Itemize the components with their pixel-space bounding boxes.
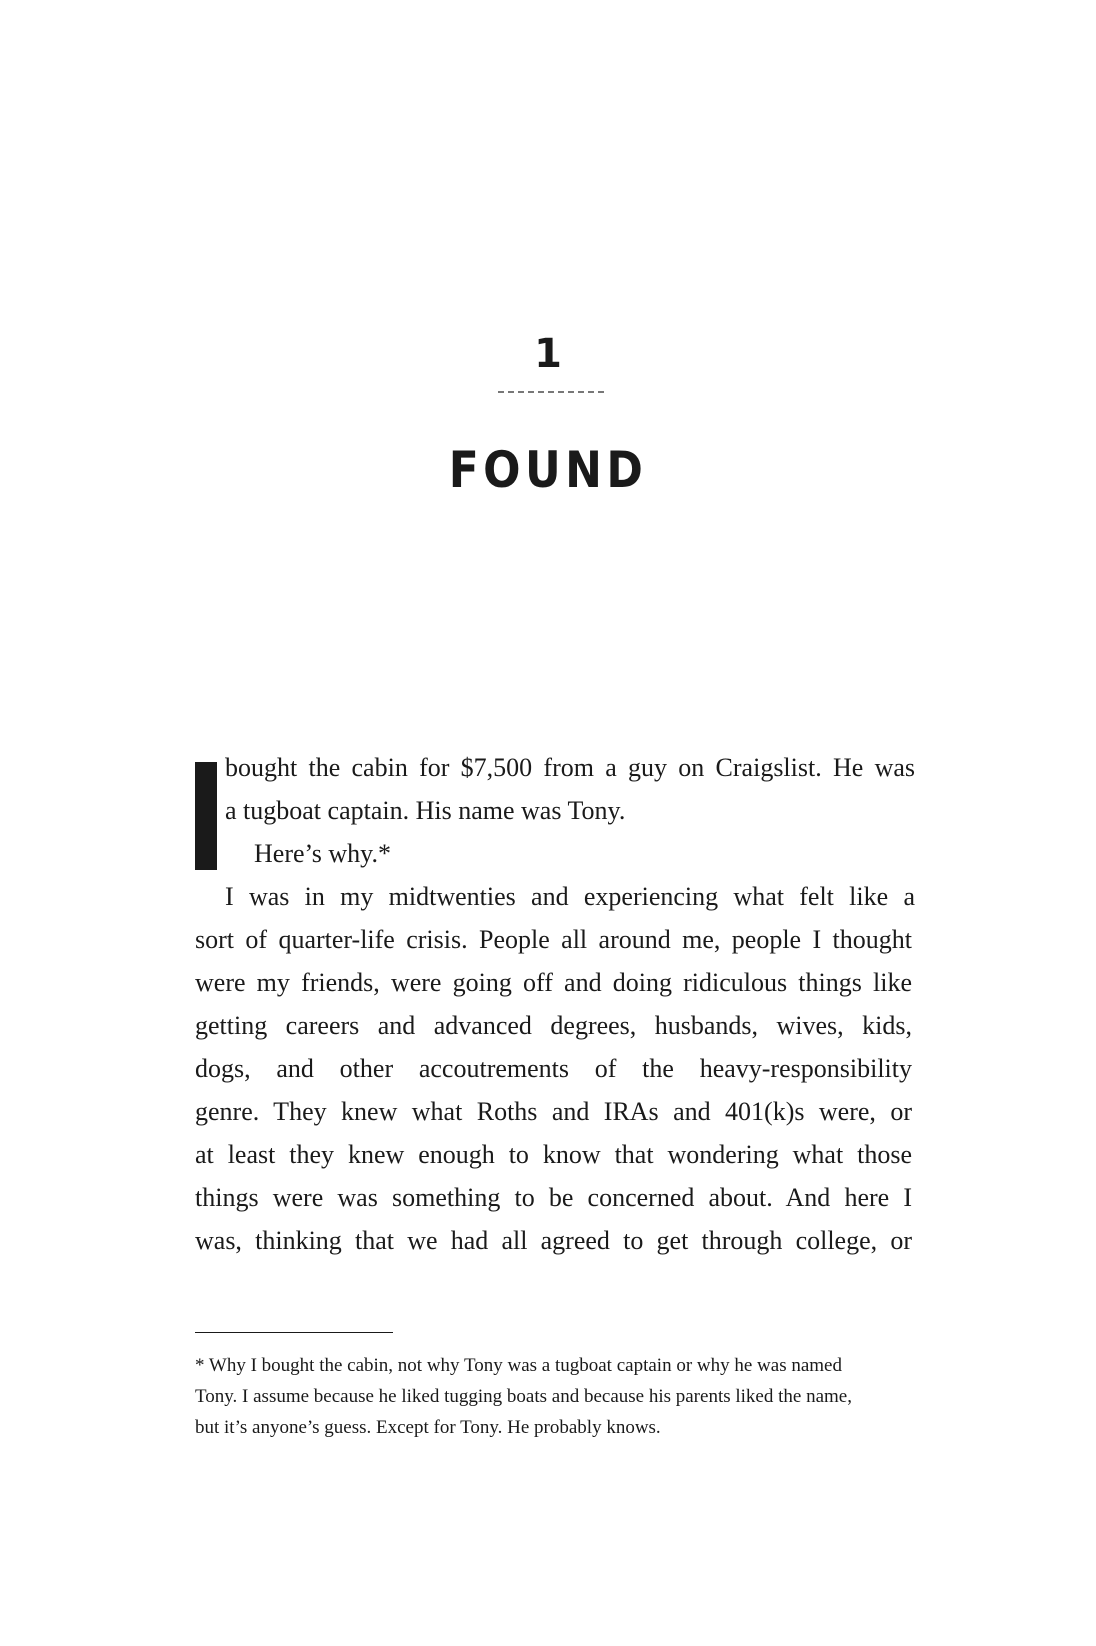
body-line: Here’s why.* bbox=[254, 839, 391, 868]
footnote-line: * Why I bought the cabin, not why Tony was a tugboat captain or why he was named bbox=[195, 1355, 842, 1376]
body-line: were my friends, were going off and doing ridiculous things like bbox=[195, 968, 912, 997]
footnote-line: Tony. I assume because he liked tugging boats and because his parents liked the name, bbox=[195, 1386, 852, 1407]
footnote-line: but it’s anyone’s guess. Except for Tony. He probably knows. bbox=[195, 1417, 661, 1438]
body-line: at least they knew enough to know that wondering what those bbox=[195, 1140, 912, 1169]
body-line: I was in my midtwenties and experiencing what felt like a bbox=[225, 882, 915, 911]
body-line: getting careers and advanced degrees, husbands, wives, kids, bbox=[195, 1011, 912, 1040]
chapter-ornament bbox=[498, 391, 604, 393]
chapter-title: FOUND bbox=[448, 441, 648, 499]
body-line: was, thinking that we had all agreed to get through college, or bbox=[195, 1226, 912, 1255]
body-line: things were was something to be concerned about. And here I bbox=[195, 1183, 912, 1212]
body-line: a tugboat captain. His name was Tony. bbox=[225, 796, 626, 825]
body-line: bought the cabin for $7,500 from a guy on Craigslist. He was bbox=[225, 753, 915, 782]
chapter-number: 1 bbox=[534, 331, 562, 377]
body-line: genre. They knew what Roths and IRAs and 401(k)s were, or bbox=[195, 1097, 912, 1126]
body-line: dogs, and other accoutrements of the heavy-responsibility bbox=[195, 1054, 912, 1083]
drop-cap-i bbox=[195, 762, 217, 870]
body-line: sort of quarter-life crisis. People all around me, people I thought bbox=[195, 925, 912, 954]
footnote-rule bbox=[195, 1332, 393, 1333]
